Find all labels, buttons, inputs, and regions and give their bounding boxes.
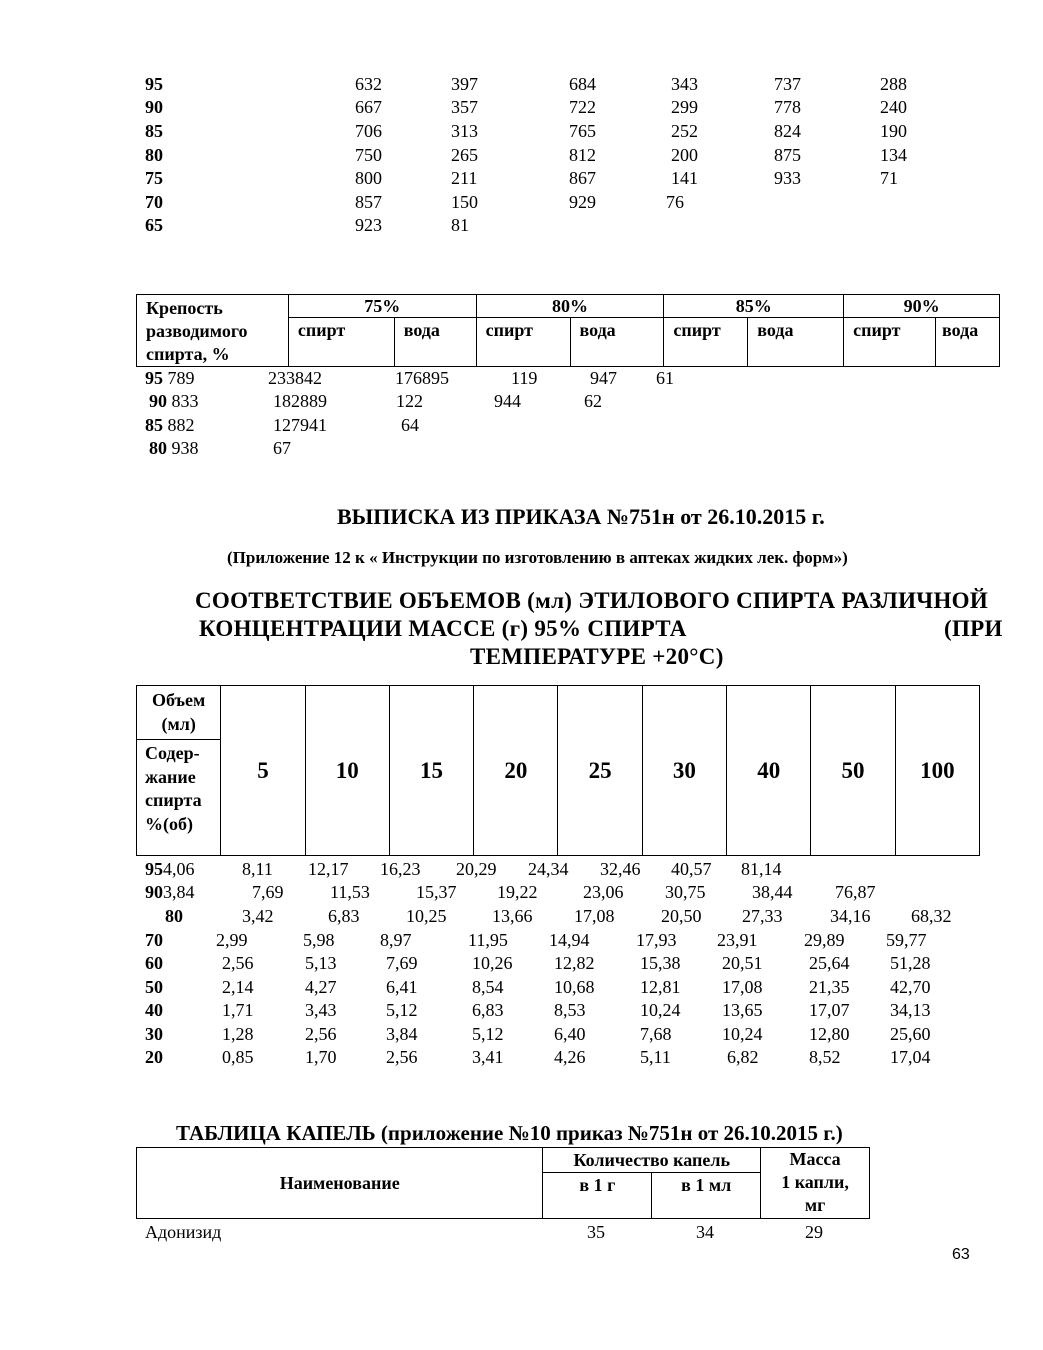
cell: 17,04 [890,1047,931,1067]
cell: 68,32 [911,906,952,926]
cell: 5,11 [640,1047,671,1067]
cell: 7,69 [386,953,418,973]
sub-header-water: вода [394,318,476,367]
sub-header-spirit: спирт [664,318,748,367]
cell: 127941 [273,415,327,435]
cell: 40,57 [671,859,712,879]
cell: 240 [880,97,907,117]
row-label: 60 [145,953,163,973]
row-label: 20 [145,1047,163,1067]
cell: 933 [774,168,801,188]
cell: 7,68 [640,1024,672,1044]
header-per-ml: в 1 мл [652,1173,761,1219]
table-row: 90 833 [149,391,199,411]
cell: 824 [774,121,801,141]
cell: 23,91 [717,930,758,950]
cell: 6,40 [554,1024,586,1044]
table-row: 903,84 [145,882,195,902]
header-strength: Крепость разводимого спирта, % [137,295,289,367]
volume-header: 5 [221,686,305,856]
cell: 2,14 [222,977,254,997]
cell: 38,44 [752,882,793,902]
cell: 21,35 [809,977,850,997]
volume-header: 25 [558,686,642,856]
cell: 3,43 [305,1000,337,1020]
cell: 8,54 [472,977,504,997]
cell: 947 [590,368,617,388]
drops-table [136,1147,870,1219]
cell: 30,75 [665,882,706,902]
cell: 76,87 [835,882,876,902]
section-heading: КОНЦЕНТРАЦИИ МАССЕ (г) 95% СПИРТА [199,616,687,641]
cell: 6,83 [328,906,360,926]
excerpt-subtitle: (Приложение 12 к « Инструкции по изготовлению в аптеках жидких лек. форм») [227,548,848,567]
cell: 1,28 [222,1024,254,1044]
cell: 12,17 [308,859,349,879]
cell: 59,77 [886,930,927,950]
cell: 722 [569,97,596,117]
cell: 61 [656,368,674,388]
cell: 16,23 [380,859,421,879]
cell: 25,60 [890,1024,931,1044]
cell: 800 [355,168,382,188]
cell: 252 [671,121,698,141]
cell: 134 [880,145,907,165]
table-row: 85 882 [145,415,195,435]
header-volume: Объем (мл) [137,686,221,740]
cell: 24,34 [528,859,569,879]
cell: 14,94 [549,930,590,950]
cell: 64 [401,415,419,435]
cell: 944 [494,391,521,411]
group-header: 75% [288,295,476,318]
volume-header: 50 [811,686,895,856]
cell: 15,38 [640,953,681,973]
cell: 750 [355,145,382,165]
volume-header: 30 [642,686,726,856]
cell: 17,08 [574,906,615,926]
row-label: 70 [145,930,163,950]
drops-table-title: ТАБЛИЦА КАПЕЛЬ (приложение №10 приказ №751н от 26.10.2015 г.) [176,1121,843,1145]
cell: 765 [569,121,596,141]
cell: 6,82 [727,1047,759,1067]
cell: 313 [451,121,478,141]
cell: 29 [805,1222,823,1242]
excerpt-title: ВЫПИСКА ИЗ ПРИКАЗА №751н от 26.10.2015 г. [337,504,825,529]
cell: 8,97 [380,930,412,950]
cell: 20,51 [722,953,763,973]
row-label: 50 [145,977,163,997]
cell: 1,71 [222,1000,254,1020]
volume-table [136,685,980,856]
cell: 32,46 [600,859,641,879]
table-row: 95 789 [145,368,195,388]
cell: 288 [880,74,907,94]
cell: 190 [880,121,907,141]
cell: 5,12 [472,1024,504,1044]
section-heading: ТЕМПЕРАТУРЕ +20°С) [470,644,724,669]
sub-header-water: вода [570,318,664,367]
cell: 6,41 [386,977,418,997]
cell: 13,66 [492,906,533,926]
row-label: 30 [145,1024,163,1044]
cell: 706 [355,121,382,141]
cell: 5,12 [386,1000,418,1020]
cell: 233842 [268,368,322,388]
volume-header: 20 [474,686,558,856]
cell: 25,64 [809,953,850,973]
cell: 737 [774,74,801,94]
cell: 8,53 [554,1000,586,1020]
header-per-gram: в 1 г [543,1173,652,1219]
cell: 11,95 [468,930,508,950]
cell: 35 [587,1222,605,1242]
cell: 929 [569,192,596,212]
section-heading: (ПРИ [944,616,1003,641]
cell: 19,22 [497,882,538,902]
page-number: 63 [952,1246,970,1263]
header-mass: Масса 1 капли, мг [761,1148,870,1219]
row-label: 65 [145,215,163,235]
section-heading: СООТВЕТСТВИЕ ОБЪЕМОВ (мл) ЭТИЛОВОГО СПИРТА РАЗЛИЧНОЙ [195,588,989,613]
cell: 12,80 [809,1024,850,1044]
row-label: 75 [145,168,163,188]
cell: 812 [569,145,596,165]
drug-name: Адонизид [145,1222,222,1242]
cell: 778 [774,97,801,117]
cell: 23,06 [583,882,624,902]
row-label: 40 [145,1000,163,1020]
cell: 265 [451,145,478,165]
cell: 5,98 [303,930,335,950]
cell: 343 [671,74,698,94]
cell: 2,99 [216,930,248,950]
cell: 4,26 [554,1047,586,1067]
volume-header: 10 [305,686,389,856]
cell: 200 [671,145,698,165]
row-label: 80 [145,145,163,165]
cell: 6,83 [472,1000,504,1020]
cell: 20,50 [661,906,702,926]
cell: 15,37 [416,882,457,902]
cell: 3,42 [242,906,274,926]
cell: 20,29 [456,859,497,879]
cell: 150 [451,192,478,212]
cell: 122 [396,391,423,411]
cell: 17,08 [722,977,763,997]
cell: 211 [451,168,478,188]
cell: 2,56 [305,1024,337,1044]
cell: 51,28 [890,953,931,973]
cell: 2,56 [222,953,254,973]
cell: 119 [511,368,538,388]
cell: 81,14 [741,859,782,879]
table-row: 954,06 [145,859,195,879]
row-label: 90 [145,97,163,117]
cell: 923 [355,215,382,235]
cell: 12,82 [554,953,595,973]
cell: 141 [671,168,698,188]
cell: 34,16 [830,906,871,926]
cell: 875 [774,145,801,165]
cell: 11,53 [330,882,370,902]
cell: 684 [569,74,596,94]
cell: 0,85 [222,1047,254,1067]
cell: 176895 [395,368,449,388]
volume-header: 40 [727,686,811,856]
sub-header-water: вода [936,318,1000,367]
cell: 4,27 [305,977,337,997]
cell: 397 [451,74,478,94]
cell: 3,84 [386,1024,418,1044]
sub-header-water: вода [748,318,844,367]
header-content: Содер- жание спирта %(об) [137,740,221,856]
volume-header: 15 [389,686,473,856]
cell: 10,25 [406,906,447,926]
header-drop-count: Количество капель [543,1148,761,1173]
cell: 8,52 [809,1047,841,1067]
sub-header-spirit: спирт [476,318,570,367]
cell: 182889 [273,391,327,411]
table-row: 80 938 [149,438,199,458]
group-header: 90% [844,295,1000,318]
cell: 34,13 [890,1000,931,1020]
cell: 867 [569,168,596,188]
cell: 71 [880,168,898,188]
cell: 357 [451,97,478,117]
cell: 632 [355,74,382,94]
cell: 299 [671,97,698,117]
row-label: 80 [165,906,183,926]
cell: 13,65 [722,1000,763,1020]
cell: 67 [273,438,291,458]
volume-header: 100 [895,686,979,856]
cell: 3,41 [472,1047,504,1067]
cell: 2,56 [386,1047,418,1067]
cell: 62 [584,391,602,411]
header-name: Наименование [137,1148,543,1219]
cell: 8,11 [242,859,273,879]
cell: 10,24 [722,1024,763,1044]
cell: 857 [355,192,382,212]
sub-header-spirit: спирт [288,318,394,367]
cell: 10,24 [640,1000,681,1020]
row-label: 85 [145,121,163,141]
cell: 10,68 [554,977,595,997]
cell: 81 [451,215,469,235]
cell: 29,89 [804,930,845,950]
cell: 667 [355,97,382,117]
cell: 17,07 [809,1000,850,1020]
group-header: 80% [476,295,664,318]
cell: 42,70 [890,977,931,997]
cell: 1,70 [305,1047,337,1067]
sub-header-spirit: спирт [844,318,936,367]
cell: 5,13 [305,953,337,973]
cell: 27,33 [742,906,783,926]
cell: 10,26 [472,953,513,973]
cell: 34 [696,1222,714,1242]
cell: 17,93 [636,930,677,950]
cell: 7,69 [252,882,284,902]
cell: 12,81 [640,977,681,997]
cell: 76 [666,192,684,212]
group-header: 85% [664,295,844,318]
row-label: 95 [145,74,163,94]
dilution-table [136,294,1000,367]
row-label: 70 [145,192,163,212]
